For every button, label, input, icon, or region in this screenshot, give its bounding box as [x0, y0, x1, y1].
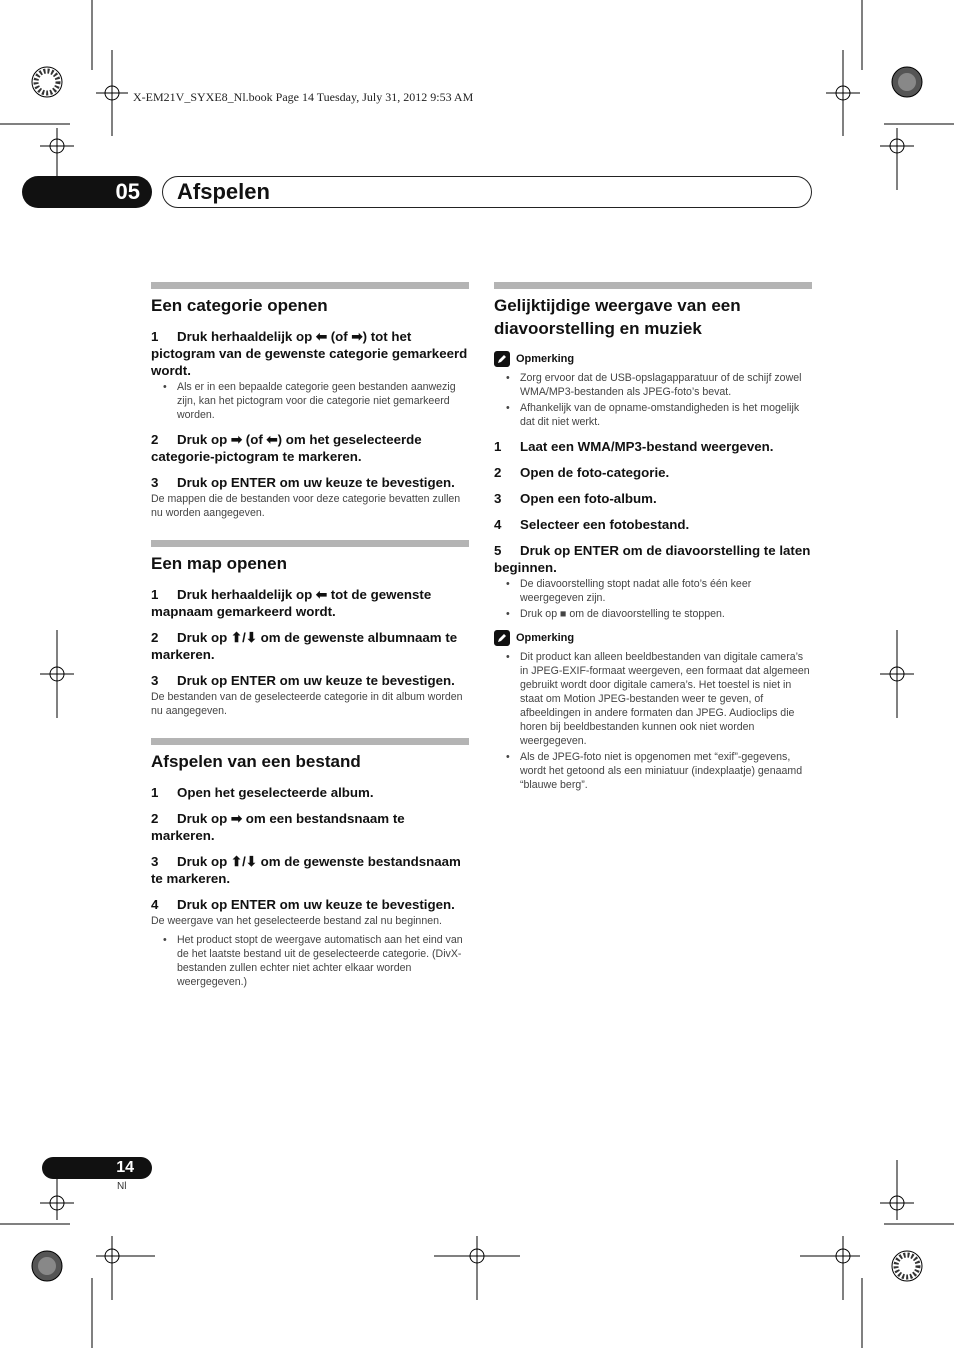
step: 2 Open de foto-categorie.: [494, 465, 670, 480]
note-list: [494, 650, 812, 792]
step: 1 Druk herhaaldelijk op ⬅ (of ➡) tot het pictogram van de gewenste categorie gemarkeerd wordt.: [151, 329, 468, 378]
section-map: [151, 540, 469, 718]
step: 1 Druk herhaaldelijk op ⬅ tot de gewenste mapnaam gemarkeerd wordt.: [151, 587, 432, 619]
section-title: Afspelen van een bestand: [151, 752, 361, 771]
step-description: De weergave van het geselecteerde bestand zal nu beginnen.: [151, 915, 442, 927]
section-bar: [151, 540, 469, 547]
section-title: Een categorie openen: [151, 296, 328, 315]
section-title: Gelijktijdige weergave van een diavoorstelling en muziek: [494, 296, 741, 338]
list-item: • Als er in een bepaalde categorie geen bestanden aanwezig zijn, kan het pictogram voor die categorie niet gemarkeerd worden.: [151, 380, 469, 422]
list-item: • Afhankelijk van de opname-omstandigheden is het mogelijk dat dit niet werkt.: [494, 401, 812, 429]
chapter-title: Afspelen: [177, 179, 270, 204]
section-bar: [151, 282, 469, 289]
step: 3 Druk op ⬆/⬇ om de gewenste bestandsnaam te markeren.: [151, 854, 461, 886]
step: 2 Druk op ⬆/⬇ om de gewenste albumnaam te markeren.: [151, 630, 458, 662]
note-heading: [494, 351, 812, 367]
section-bestand: [151, 738, 469, 989]
step: 2 Druk op ➡ om een bestandsnaam te markeren.: [151, 811, 405, 843]
note-heading: [494, 630, 812, 646]
note-pencil-icon: [494, 630, 510, 646]
page-language: Nl: [117, 1181, 127, 1192]
section-categorie: [151, 282, 469, 520]
page-number: 14: [42, 1157, 152, 1179]
step: 5 Druk op ENTER om de diavoorstelling te laten beginnen.: [494, 543, 811, 575]
note-list: [494, 371, 812, 429]
section-bar: [151, 738, 469, 745]
list-item: • Als de JPEG-foto niet is opgenomen met “exif”-gegevens, wordt het getoond als een miniatuur (indexplaatje) genaamd “blauwe berg”.: [494, 750, 812, 792]
step: 4 Druk op ENTER om uw keuze te bevestigen.: [151, 897, 455, 912]
section-title: Een map openen: [151, 554, 288, 573]
bullet-list: [494, 577, 812, 621]
step: 3 Druk op ENTER om uw keuze te bevestigen.: [151, 673, 455, 688]
step: 1 Open het geselecteerde album.: [151, 785, 374, 800]
list-item: • Zorg ervoor dat de USB-opslagapparatuur of de schijf zowel WMA/MP3-bestanden als JPEG-foto’s bevat.: [494, 371, 812, 399]
chapter-number: 05: [22, 176, 152, 208]
step-description: De mappen die de bestanden voor deze categorie bevatten zullen nu worden aangegeven.: [151, 493, 461, 519]
step: 3 Druk op ENTER om uw keuze te bevestigen.: [151, 475, 455, 490]
right-column: [494, 282, 812, 812]
note-label: Opmerking: [516, 353, 575, 365]
step: 2 Druk op ➡ (of ⬅) om het geselecteerde categorie-pictogram te markeren.: [151, 432, 422, 464]
chapter-bar: [162, 176, 812, 208]
step: 3 Open een foto-album.: [494, 491, 657, 506]
bullet-list: [151, 380, 469, 422]
section-diavoorstelling: [494, 282, 812, 792]
list-item: • Dit product kan alleen beeldbestanden van digitale camera’s in JPEG-EXIF-formaat weergeven, een formaat dat algemeen gebruikt wordt door digitale camera’s. Het toestel is niet in staat om Motion JPEG-bestanden weer te geven, of afbeeldingen in andere formaten dan JPEG. Audioclips die horen bij beeldbestanden kunnen ook niet worden weergegeven.: [494, 650, 812, 748]
note-label: Opmerking: [516, 632, 575, 644]
step-description: De bestanden van de geselecteerde categorie in dit album worden nu aangegeven.: [151, 691, 463, 717]
bullet-list: [151, 933, 469, 989]
left-column: [151, 282, 469, 1009]
step: 1 Laat een WMA/MP3-bestand weergeven.: [494, 439, 774, 454]
step: 4 Selecteer een fotobestand.: [494, 517, 690, 532]
file-header: X-EM21V_SYXE8_Nl.book Page 14 Tuesday, July 31, 2012 9:53 AM: [133, 90, 474, 104]
list-item: • De diavoorstelling stopt nadat alle foto’s één keer weergegeven zijn.: [494, 577, 812, 605]
section-bar: [494, 282, 812, 289]
list-item: • Druk op ■ om de diavoorstelling te stoppen.: [494, 607, 812, 621]
note-pencil-icon: [494, 351, 510, 367]
list-item: • Het product stopt de weergave automatisch aan het eind van de het laatste bestand uit de geselecteerde categorie. (DivX-bestanden zullen echter niet achter elkaar worden weergegeven.): [151, 933, 469, 989]
